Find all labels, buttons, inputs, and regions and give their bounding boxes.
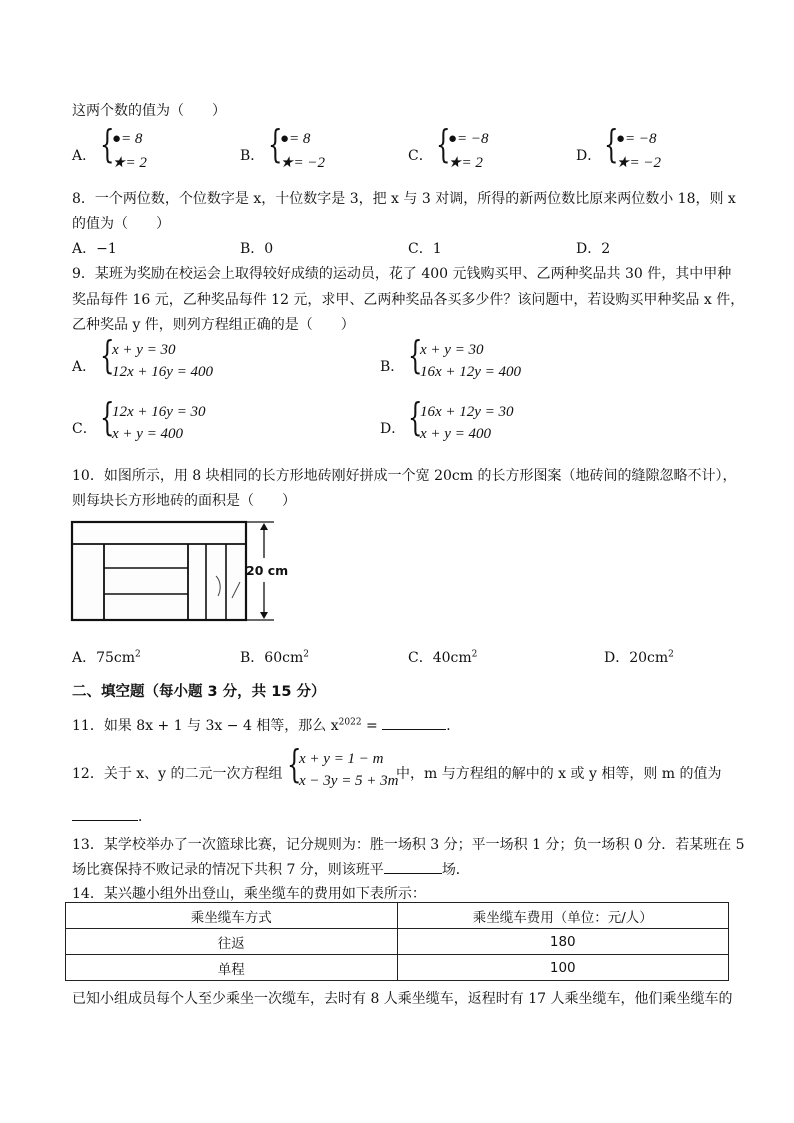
eq-row-2: ★= 2 xyxy=(448,155,483,171)
option-label: B． xyxy=(380,359,405,375)
table-cell: 180 xyxy=(397,929,729,955)
brace: { xyxy=(408,395,423,439)
q13-line-1: 13．某学校举办了一次篮球比赛，记分规则为：胜一场积 3 分；平一场积 1 分；负一场积 0 分．若某班在 5 xyxy=(72,837,745,853)
option-label: B． xyxy=(240,148,265,164)
table-header-row xyxy=(66,903,729,929)
option-label: D． xyxy=(576,148,602,164)
brace: { xyxy=(287,742,302,786)
eq-row-1: x + y = 30 xyxy=(112,342,176,358)
eq-row-2: 12x + 16y = 400 xyxy=(112,364,214,380)
eq-row-1: 12x + 16y = 30 xyxy=(112,404,206,420)
arrow-up-icon xyxy=(260,523,268,530)
q12-end: ． xyxy=(138,809,152,825)
q10-option-b xyxy=(240,647,309,667)
brace: { xyxy=(100,333,115,377)
q13-text: 场比赛保持不败记录的情况下共积 7 分，则该班平 xyxy=(72,862,384,878)
q13-line-2 xyxy=(72,859,470,879)
brace: { xyxy=(100,122,115,166)
q8-line-2: 的值为（ ） xyxy=(72,216,170,232)
q13-answer-blank[interactable] xyxy=(384,861,442,874)
arrow-down-icon xyxy=(260,612,268,619)
table-cell: 单程 xyxy=(66,955,398,981)
q8-option-d: D．2 xyxy=(576,241,611,257)
option-sup: 2 xyxy=(135,649,141,660)
eq-row-2: x − 3y = 5 + 3m xyxy=(299,773,399,789)
eq-row-2: x + y = 400 xyxy=(420,426,492,442)
q8-option-b: B．0 xyxy=(240,241,274,257)
q10-option-d xyxy=(604,647,674,667)
eq-row-1: ●= −8 xyxy=(616,131,657,147)
q8-option-a: A．−1 xyxy=(72,241,117,257)
brace: { xyxy=(408,333,423,377)
q12-pre: 12．关于 x、y 的二元一次方程组 xyxy=(72,766,283,782)
option-text: B．60cm xyxy=(240,650,304,666)
q11-end: ． xyxy=(446,718,461,734)
eq-row-1: x + y = 1 − m xyxy=(299,751,384,767)
q11-exponent: 2022 xyxy=(338,717,362,728)
q7-stem-tail: 这两个数的值为（ ） xyxy=(72,103,226,119)
eq-row-1: 16x + 12y = 30 xyxy=(420,404,514,420)
q13-end: 场． xyxy=(441,862,470,878)
eq-row-1: ●= −8 xyxy=(448,131,489,147)
q12-post: 中，m 与方程组的解中的 x 或 y 相等，则 m 的值为 xyxy=(396,766,722,782)
table-row xyxy=(66,955,729,981)
section-title: 二、填空题（每小题 3 分，共 15 分） xyxy=(72,684,326,700)
option-sup: 2 xyxy=(471,649,478,660)
option-label: A． xyxy=(72,359,97,375)
option-label: D． xyxy=(380,421,406,437)
q12-answer-blank[interactable] xyxy=(72,808,138,821)
brace: { xyxy=(436,122,451,166)
q10-line-2: 则每块长方形地砖的面积是（ ） xyxy=(72,493,296,509)
option-label: C． xyxy=(72,421,97,437)
eq-row-2: ★= −2 xyxy=(280,155,325,171)
brace: { xyxy=(604,122,619,166)
option-text: C．40cm xyxy=(408,650,472,666)
q10-line-1: 10．如图所示，用 8 块相同的长方形地砖刚好拼成一个宽 20cm 的长方形图案（地砖间的缝隙忽略不计）， xyxy=(72,468,737,484)
q11-answer-blank[interactable] xyxy=(382,717,446,730)
eq-row-1: ●= 8 xyxy=(112,131,143,147)
dimension-label: 20 cm xyxy=(246,563,289,578)
outer-rectangle xyxy=(72,522,246,620)
option-label: A． xyxy=(72,148,97,164)
eq-row-2: ★= −2 xyxy=(616,155,661,171)
q14-after: 已知小组成员每个人至少乘坐一次缆车，去时有 8 人乘坐缆车，返程时有 17 人乘坐缆车，他们乘坐缆车的 xyxy=(72,991,733,1007)
option-sup: 2 xyxy=(303,649,309,660)
tile-figure xyxy=(70,518,300,626)
q11 xyxy=(72,715,460,735)
eq-row-1: ●= 8 xyxy=(280,131,311,147)
eq-row-1: x + y = 30 xyxy=(420,342,484,358)
table-cell: 往返 xyxy=(66,929,398,955)
q14-line-1: 14．某兴趣小组外出登山，乘坐缆车的费用如下表所示： xyxy=(72,886,426,902)
q10-option-c xyxy=(408,647,477,667)
eq-row-2: 16x + 12y = 400 xyxy=(420,364,522,380)
q10-option-a xyxy=(72,647,141,667)
brace: { xyxy=(268,122,283,166)
option-sup: 2 xyxy=(668,649,674,660)
table-row xyxy=(66,929,729,955)
table-header: 乘坐缆车费用（单位：元/人） xyxy=(397,903,729,929)
q12-answer-line xyxy=(72,806,152,826)
q9-line-3: 乙种奖品 y 件，则列方程组正确的是（ ） xyxy=(72,317,355,333)
eq-row-2: ★= 2 xyxy=(112,155,147,171)
fare-table xyxy=(65,902,729,981)
option-label: C． xyxy=(408,148,433,164)
q8-line-1: 8．一个两位数，个位数字是 x，十位数字是 3，把 x 与 3 对调，所得的新两位数比原来两位数小 18，则 x xyxy=(72,191,736,207)
option-text: A．75cm xyxy=(72,650,136,666)
q11-text: 11．如果 8x + 1 与 3x − 4 相等，那么 x xyxy=(72,718,339,734)
q8-option-c: C．1 xyxy=(408,241,442,257)
option-text: D．20cm xyxy=(604,650,669,666)
eq-row-2: x + y = 400 xyxy=(112,426,184,442)
table-header: 乘坐缆车方式 xyxy=(66,903,398,929)
q9-line-1: 9．某班为奖励在校运会上取得较好成绩的运动员，花了 400 元钱购买甲、乙两种奖品共 30 件，其中甲种 xyxy=(72,266,732,282)
brace: { xyxy=(100,395,115,439)
table-cell: 100 xyxy=(397,955,729,981)
q9-line-2: 奖品每件 16 元，乙种奖品每件 12 元，求甲、乙两种奖品各买多少件？该问题中，若设购买甲种奖品 x 件， xyxy=(72,292,745,308)
q11-equals: = xyxy=(361,718,378,734)
